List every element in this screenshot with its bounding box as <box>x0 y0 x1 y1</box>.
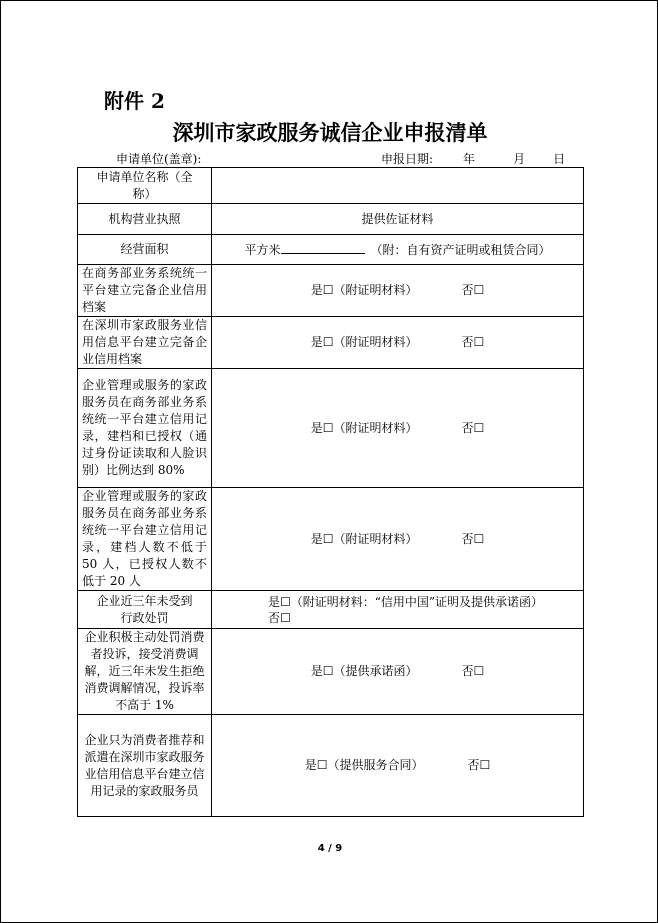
choice-cell <box>212 629 584 715</box>
choice-cell <box>212 715 584 817</box>
table-row <box>78 629 584 715</box>
date-line <box>381 150 565 167</box>
row-label: 申请单位名称（全称） <box>78 168 212 204</box>
yes-checkbox[interactable]: 是☐ <box>310 335 334 349</box>
row-label: 在深圳市家政服务业信用信息平台建立完备企业信用档案 <box>78 317 212 369</box>
area-input-line[interactable] <box>281 241 365 254</box>
yes-note: （提供承诺函） <box>333 664 418 678</box>
no-checkbox[interactable]: 否☐ <box>467 758 491 772</box>
no-checkbox[interactable]: 否☐ <box>461 335 485 349</box>
row-label: 机构营业执照 <box>78 204 212 235</box>
yes-checkbox[interactable]: 是☐ <box>304 758 328 772</box>
attachment-label: 附件 2 <box>104 89 165 113</box>
choice-cell <box>212 591 584 629</box>
table-row <box>78 317 584 369</box>
no-checkbox[interactable]: 否☐ <box>461 531 485 546</box>
table-row <box>78 488 584 591</box>
applicant-label: 申请单位(盖章): <box>116 152 202 166</box>
no-checkbox[interactable]: 否☐ <box>461 420 485 435</box>
yes-note: （附证明材料：“信用中国”证明及提供承诺函） <box>290 594 544 609</box>
area-cell <box>212 235 584 265</box>
choice-cell <box>212 265 584 317</box>
yes-checkbox[interactable]: 是☐ <box>310 664 334 678</box>
choice-cell <box>212 317 584 369</box>
no-checkbox[interactable]: 否☐ <box>461 664 485 678</box>
row-label: 企业积极主动处罚消费者投诉，接受消费调解，近三年未发生拒绝消费调解情况，投诉率不高于 1% <box>78 629 212 715</box>
yes-note: （附证明材料） <box>333 283 418 297</box>
table-row <box>78 235 584 265</box>
table-row <box>78 591 584 629</box>
yes-note: （附证明材料） <box>333 420 418 435</box>
choice-cell <box>212 369 584 488</box>
table-row <box>78 265 584 317</box>
yes-checkbox[interactable]: 是☐ <box>310 420 334 435</box>
row-label: 企业管理或服务的家政服务员在商务部业务系统统一平台建立信用记录，建档人数不低于 50 人，已授权人数不低于 20 人 <box>78 488 212 591</box>
table-row <box>78 715 584 817</box>
no-checkbox[interactable]: 否☐ <box>268 610 291 625</box>
yes-note: （附证明材料） <box>333 531 418 546</box>
table-row <box>78 168 584 204</box>
area-unit: 平方米 <box>244 242 281 257</box>
date-month: 月 <box>513 152 526 166</box>
page-indicator: 4 / 9 <box>317 843 343 854</box>
yes-checkbox[interactable]: 是☐ <box>310 283 334 297</box>
table-row <box>78 369 584 488</box>
row-label: 企业管理或服务的家政服务员在商务部业务系统统一平台建立信用记录，建档和已授权（通过身份证读取和人脸识别）比例达到 80% <box>78 369 212 488</box>
no-checkbox[interactable]: 否☐ <box>461 283 485 297</box>
company-name-field[interactable] <box>212 168 584 204</box>
date-year: 年 <box>463 152 476 166</box>
yes-checkbox[interactable]: 是☐ <box>310 531 334 546</box>
table-row <box>78 204 584 235</box>
date-label: 申报日期: <box>381 152 434 166</box>
row-value: 提供佐证材料 <box>212 204 584 235</box>
row-label: 经营面积 <box>78 235 212 265</box>
document-title: 深圳市家政服务诚信企业申报清单 <box>172 120 488 145</box>
application-table <box>77 167 584 817</box>
yes-checkbox[interactable]: 是☐ <box>268 594 291 609</box>
yes-note: （附证明材料） <box>333 335 418 349</box>
row-label: 企业只为消费者推荐和派遣在深圳市家政服务业信用信息平台建立信用记录的家政服务员 <box>78 715 212 817</box>
row-label: 在商务部业务系统统一平台建立完备企业信用档案 <box>78 265 212 317</box>
yes-note: （提供服务合同） <box>327 758 424 772</box>
choice-cell <box>212 488 584 591</box>
date-day: 日 <box>553 152 566 166</box>
area-note: （附：自有资产证明或租赁合同） <box>370 242 551 257</box>
row-label: 企业近三年未受到行政处罚 <box>78 591 212 629</box>
